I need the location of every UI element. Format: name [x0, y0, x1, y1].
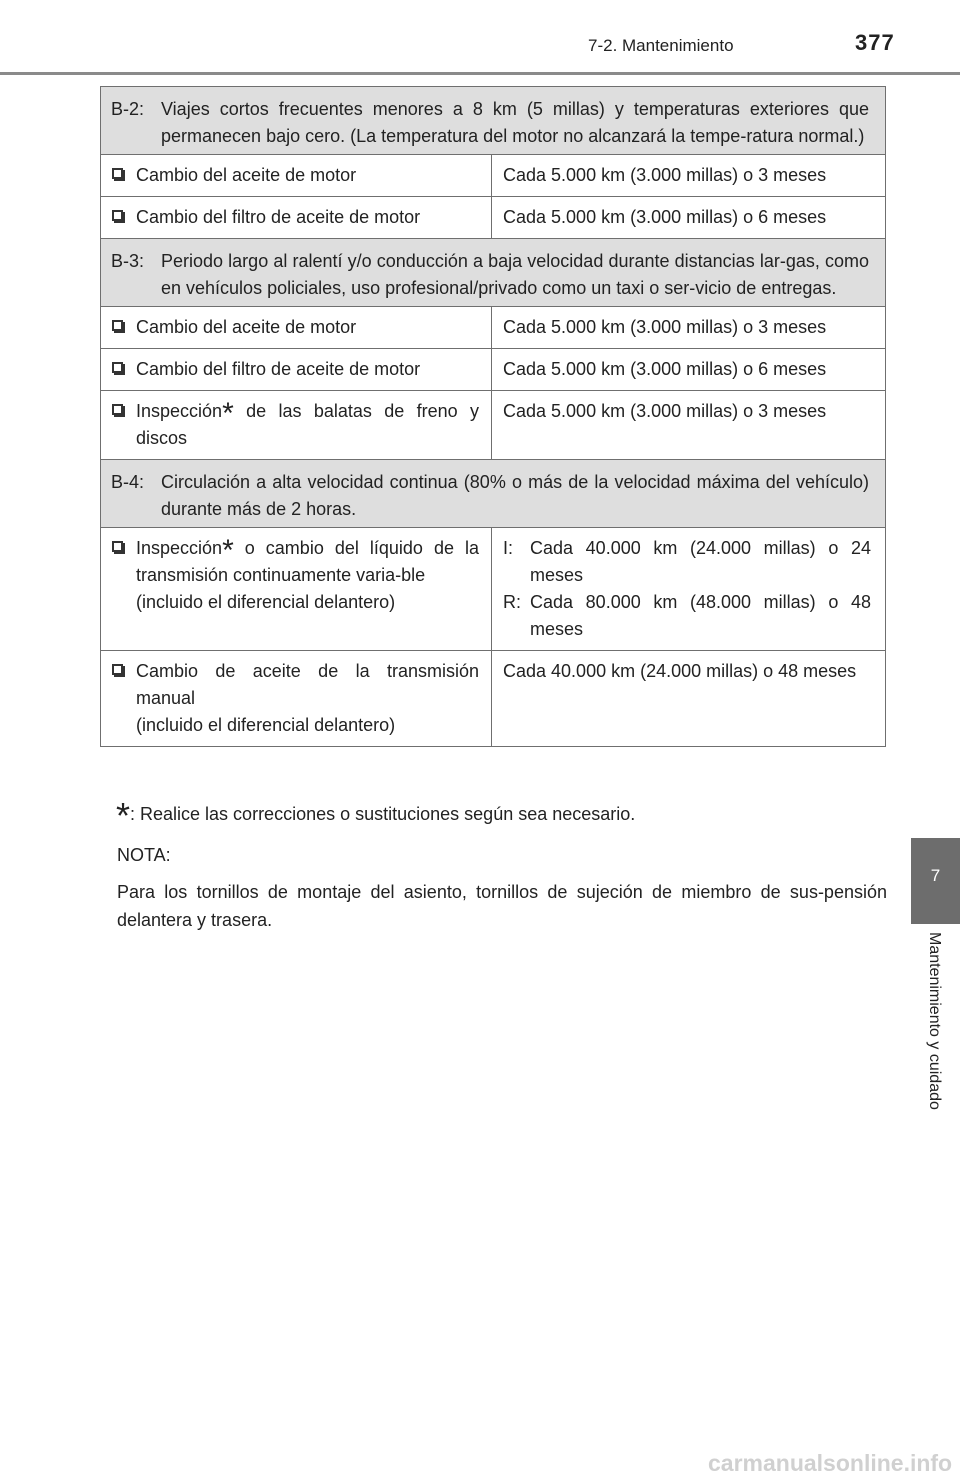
table-row: [101, 197, 886, 239]
chapter-tab: [911, 838, 960, 924]
interval-text: Cada 40.000 km (24.000 millas) o 24 meses: [530, 538, 871, 585]
note-text: Para los tornillos de montaje del asiento, tornillos de sujeción de miembro de sus-pensión delantera y trasera.: [117, 882, 887, 930]
asterisk-mark: *: [116, 795, 131, 836]
section-title: 7-2. Mantenimiento: [588, 36, 734, 55]
item-text: Inspección* o cambio del líquido de la transmisión continuamente varia-ble (incluido el diferencial delantero): [136, 534, 479, 612]
footnote-text: : Realice las correcciones o sustituciones según sea necesario.: [130, 804, 636, 824]
condition-row-b4: [101, 460, 886, 528]
item-text: Cambio de aceite de la transmisión manual (incluido el diferencial delantero): [136, 661, 479, 735]
condition-code: B-3:: [111, 251, 145, 271]
condition-code: B-4:: [111, 472, 145, 492]
note-label: NOTA:: [117, 845, 171, 865]
page-number: 377: [855, 30, 895, 55]
condition-text: Circulación a alta velocidad continua (80% o más de la velocidad máxima del vehículo) durante más de 2 horas.: [161, 472, 869, 519]
condition-row-b3: [101, 239, 886, 307]
condition-row-b2: [101, 87, 886, 155]
table-row: [101, 528, 886, 651]
asterisk-mark: *: [222, 534, 234, 567]
chapter-number: 7: [930, 866, 941, 885]
condition-code: B-2:: [111, 99, 145, 119]
item-text: Inspección* de las balatas de freno y discos: [136, 397, 479, 448]
table-row: [101, 349, 886, 391]
interval-text: Cada 80.000 km (48.000 millas) o 48 meses: [530, 592, 871, 639]
item-text: Cambio del filtro de aceite de motor: [136, 359, 421, 379]
interval-code: R:: [503, 592, 521, 612]
checkbox-icon: [109, 356, 136, 383]
checkbox-icon: [109, 398, 136, 452]
asterisk-mark: *: [222, 397, 234, 430]
interval-text: Cada 5.000 km (3.000 millas) o 6 meses: [492, 197, 886, 239]
maintenance-schedule-table: [100, 86, 886, 747]
checkbox-icon: [109, 314, 136, 341]
header-divider: [0, 72, 960, 75]
interval-text: Cada 5.000 km (3.000 millas) o 6 meses: [492, 349, 886, 391]
item-text: Cambio del aceite de motor: [136, 165, 357, 185]
table-row: [101, 391, 886, 460]
interval-text: Cada 5.000 km (3.000 millas) o 3 meses: [492, 307, 886, 349]
interval-cell: [492, 528, 886, 651]
checkbox-icon: [109, 204, 136, 231]
item-text: Cambio del filtro de aceite de motor: [136, 207, 421, 227]
checkbox-icon: [109, 535, 136, 616]
interval-text: Cada 5.000 km (3.000 millas) o 3 meses: [492, 155, 886, 197]
watermark: carmanualsonline.info: [708, 1450, 953, 1476]
condition-text: Viajes cortos frecuentes menores a 8 km (5 millas) y temperaturas exteriores que permanecen bajo cero. (La temperatura del motor no alcanzará la tempe-ratura normal.): [161, 99, 869, 146]
condition-text: Periodo largo al ralentí y/o conducción a baja velocidad durante distancias lar-gas, como en vehículos policiales, uso profesional/privado como un taxi o ser-vicio de entregas.: [161, 251, 869, 298]
chapter-label-text: Mantenimiento y cuidado: [926, 932, 943, 1110]
chapter-label: [913, 932, 957, 1162]
interval-code: I:: [503, 538, 514, 558]
checkbox-icon: [109, 658, 136, 739]
item-text: Cambio del aceite de motor: [136, 317, 357, 337]
interval-text: Cada 40.000 km (24.000 millas) o 48 meses: [492, 651, 886, 747]
footnote: [116, 795, 636, 836]
checkbox-icon: [109, 162, 136, 189]
table-row: [101, 307, 886, 349]
table-row: [101, 651, 886, 747]
table-row: [101, 155, 886, 197]
interval-text: Cada 5.000 km (3.000 millas) o 3 meses: [492, 391, 886, 460]
